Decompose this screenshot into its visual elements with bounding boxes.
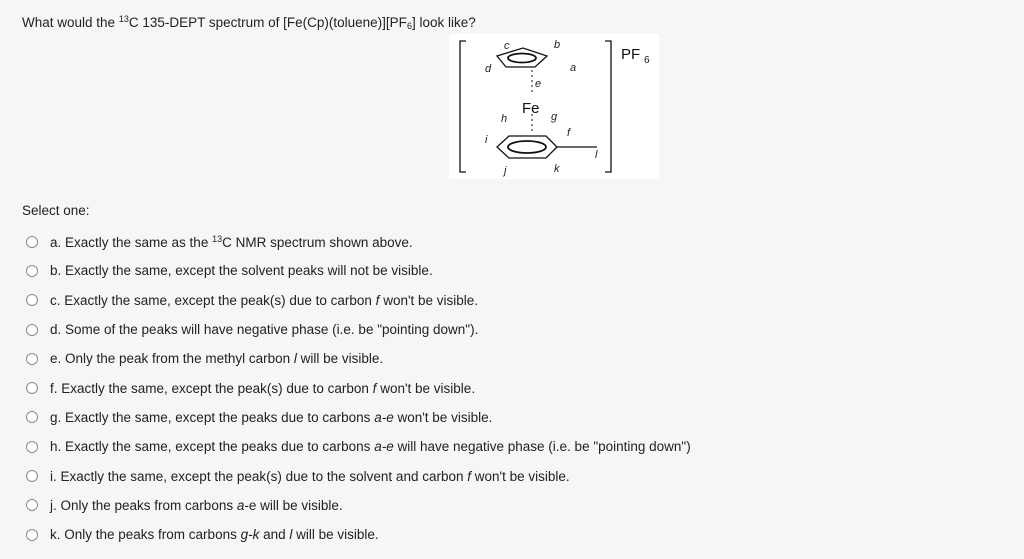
label-k: k xyxy=(554,163,560,175)
option-k[interactable] xyxy=(26,520,691,549)
option-a-label[interactable]: a. Exactly the same as the $^{13}$C NMR spectrum shown above. xyxy=(50,233,413,250)
option-a[interactable] xyxy=(26,227,691,256)
option-e-label[interactable]: e. Only the peak from the methyl carbon l will be visible. xyxy=(50,351,384,367)
option-j[interactable] xyxy=(26,491,691,520)
option-f[interactable] xyxy=(26,373,691,402)
label-h: h xyxy=(501,113,508,125)
label-a: a xyxy=(570,62,577,74)
select-one-label: Select one: xyxy=(22,203,90,218)
label-f: f xyxy=(567,127,571,139)
option-i-label[interactable]: i. Exactly the same, except the peak(s) due to the solvent and carbon f won't be visible. xyxy=(50,468,570,484)
counterion-subscript: 6 xyxy=(644,55,650,66)
option-b-label[interactable]: b. Exactly the same, except the solvent peaks will not be visible. xyxy=(50,263,433,279)
ferrocenium-structure-diagram xyxy=(449,34,659,179)
option-c[interactable] xyxy=(26,286,691,315)
structure-figure xyxy=(449,34,659,179)
option-i[interactable] xyxy=(26,461,691,490)
radio-d[interactable] xyxy=(26,324,38,336)
label-j: j xyxy=(504,165,507,177)
arene-ring xyxy=(497,136,557,158)
option-b[interactable] xyxy=(26,256,691,285)
question-text: What would the $^{13}$C 135-DEPT spectrum of $[Fe(Cp)(toluene)][PF_6]$ look like? xyxy=(22,14,476,31)
counterion-label: PF xyxy=(621,46,641,63)
option-d[interactable] xyxy=(26,315,691,344)
label-b: b xyxy=(554,39,561,51)
radio-h[interactable] xyxy=(26,441,38,453)
right-bracket xyxy=(605,41,611,172)
option-j-label[interactable]: j. Only the peaks from carbons a-e will be visible. xyxy=(50,497,343,513)
cp-ring-circle xyxy=(508,54,536,63)
option-e[interactable] xyxy=(26,344,691,373)
label-c: c xyxy=(504,40,510,52)
label-g: g xyxy=(551,111,558,123)
radio-j[interactable] xyxy=(26,499,38,511)
answer-options xyxy=(26,227,691,549)
option-g[interactable] xyxy=(26,403,691,432)
radio-b[interactable] xyxy=(26,265,38,277)
option-k-label[interactable]: k. Only the peaks from carbons g-k and l will be visible. xyxy=(50,527,379,543)
radio-g[interactable] xyxy=(26,411,38,423)
option-h[interactable] xyxy=(26,432,691,461)
option-c-label[interactable]: c. Exactly the same, except the peak(s) due to carbon f won't be visible. xyxy=(50,292,479,308)
option-f-label[interactable]: f. Exactly the same, except the peak(s) due to carbon f won't be visible. xyxy=(50,380,476,396)
option-d-label[interactable]: d. Some of the peaks will have negative phase (i.e. be "pointing down"). xyxy=(50,322,479,338)
radio-c[interactable] xyxy=(26,294,38,306)
arene-ring-circle xyxy=(508,141,546,153)
option-h-label[interactable]: h. Exactly the same, except the peaks due to carbons a-e will have negative phase (i.e. be "pointing down") xyxy=(50,439,691,455)
radio-k[interactable] xyxy=(26,529,38,541)
label-e: e xyxy=(535,78,542,90)
radio-e[interactable] xyxy=(26,353,38,365)
radio-a[interactable] xyxy=(26,236,38,248)
label-l: l xyxy=(595,149,598,161)
metal-label: Fe xyxy=(522,100,540,117)
label-i: i xyxy=(485,134,488,146)
radio-f[interactable] xyxy=(26,382,38,394)
radio-i[interactable] xyxy=(26,470,38,482)
label-d: d xyxy=(485,63,492,75)
left-bracket xyxy=(460,41,466,172)
option-g-label[interactable]: g. Exactly the same, except the peaks due to carbons a-e won't be visible. xyxy=(50,409,493,425)
